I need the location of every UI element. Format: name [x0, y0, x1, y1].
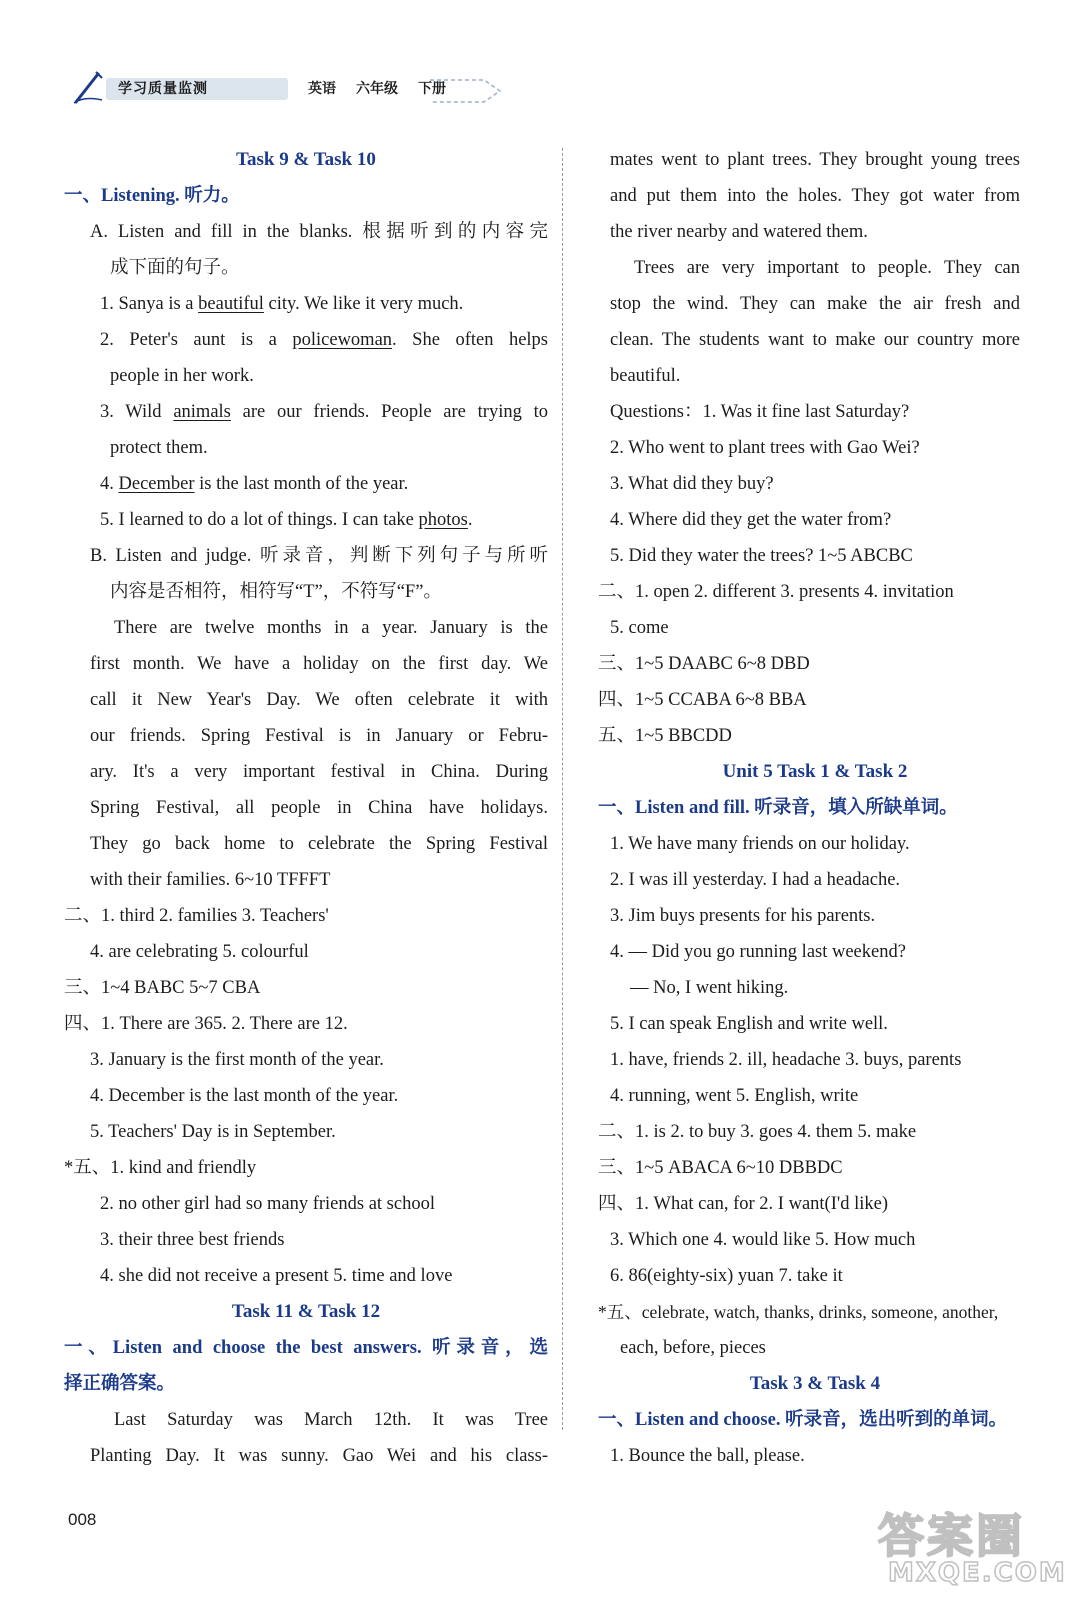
- section-title: 一、Listen and fill. 听录音，填入所缺单词。: [598, 798, 958, 818]
- volume-label: 下册: [418, 81, 446, 97]
- instruction: 内容是否相符，相符写“T”，不符写“F”。: [110, 582, 442, 602]
- passage-line: ary. It's a very important festival in China. During: [90, 762, 548, 782]
- subject-label: 英语: [308, 81, 336, 97]
- instruction: 成下面的句子。: [110, 258, 240, 278]
- answer-line: 6. 86(eighty-six) yuan 7. take it: [610, 1266, 843, 1286]
- passage-line: Last Saturday was March 12th. It was Tree: [114, 1410, 548, 1430]
- passage-line: They go back home to celebrate the Spring Festival: [90, 834, 548, 854]
- answer-line: 5. I can speak English and write well.: [610, 1014, 888, 1034]
- answer-line: 四、1. What can, for 2. I want(I'd like): [598, 1194, 888, 1214]
- passage-line: mates went to plant trees. They brought young trees: [610, 150, 1020, 170]
- blank-answer: photos: [418, 510, 468, 530]
- section-heading: Task 11 & Task 12: [231, 1301, 381, 1322]
- passage-line: with their families. 6~10 TFFFT: [90, 870, 331, 890]
- answer-line: 二、1. open 2. different 3. presents 4. invitation: [598, 582, 954, 602]
- right-column: [598, 142, 1020, 1474]
- answer-line: 2. no other girl had so many friends at school: [100, 1194, 435, 1214]
- question-line: 3. What did they buy?: [610, 474, 774, 494]
- left-column: [64, 142, 548, 1474]
- answer-line: 2. I was ill yesterday. I had a headache.: [610, 870, 901, 890]
- answer-line: *五、1. kind and friendly: [64, 1158, 257, 1178]
- answer-line: 1. Bounce the ball, please.: [610, 1446, 805, 1466]
- answer-line: 1. We have many friends on our holiday.: [610, 834, 910, 854]
- watermark-text: 答案圈: [878, 1509, 1025, 1563]
- answer-line: 2. Peter's aunt is a policewoman. She often helps: [100, 330, 549, 350]
- answer-line: 1. Sanya is a beautiful city. We like it very much.: [100, 294, 464, 314]
- answer-line: 五、1~5 BBCDD: [598, 726, 732, 746]
- passage-line: There are twelve months in a year. January is the: [114, 618, 548, 638]
- instruction: A. Listen and fill in the blanks. 根据听到的内容完: [90, 222, 548, 242]
- answer-line: 三、1~4 BABC 5~7 CBA: [64, 978, 261, 998]
- answer-line: people in her work.: [110, 366, 254, 386]
- section-heading: Unit 5 Task 1 & Task 2: [722, 761, 908, 782]
- answer-line: 3. Jim buys presents for his parents.: [610, 906, 876, 926]
- answer-line: 3. Wild animals are our friends. People are trying to: [100, 402, 548, 422]
- page-header: [72, 68, 512, 108]
- passage-line: our friends. Spring Festival is in January or Febru-: [90, 726, 548, 746]
- passage-line: stop the wind. They can make the air fresh and: [610, 294, 1020, 314]
- series-title: 学习质量监测: [106, 78, 288, 100]
- answer-line: 4. — Did you go running last weekend?: [610, 942, 906, 962]
- answer-line: 三、1~5 DAABC 6~8 DBD: [598, 654, 810, 674]
- page-number: 008: [68, 1510, 97, 1529]
- answer-line: 4. she did not receive a present 5. time and love: [100, 1266, 453, 1286]
- instruction: B. Listen and judge. 听录音，判断下列句子与所听: [90, 546, 548, 566]
- answer-line: each, before, pieces: [620, 1338, 766, 1358]
- answer-line: 5. I learned to do a lot of things. I can take photos.: [100, 510, 473, 530]
- question-line: Questions：1. Was it fine last Saturday?: [610, 402, 910, 422]
- answer-line: 3. January is the first month of the year.: [90, 1050, 384, 1070]
- question-line: 4. Where did they get the water from?: [610, 510, 892, 530]
- blank-answer: policewoman: [292, 330, 393, 350]
- answer-line: 4. December is the last month of the year.: [100, 474, 409, 494]
- blank-answer: December: [118, 474, 195, 494]
- section-title: 一、Listen and choose. 听录音，选出听到的单词。: [598, 1410, 1008, 1430]
- answer-line: 3. their three best friends: [100, 1230, 285, 1250]
- answer-line: 二、1. third 2. families 3. Teachers': [64, 906, 329, 926]
- blank-answer: animals: [173, 402, 231, 422]
- answer-line: 四、1~5 CCABA 6~8 BBA: [598, 690, 807, 710]
- section-heading: Task 3 & Task 4: [749, 1373, 881, 1394]
- arrow-decoration-icon: [428, 74, 508, 108]
- pen-icon: [72, 70, 104, 104]
- answer-line: — No, I went hiking.: [630, 978, 789, 998]
- answer-line: 二、1. is 2. to buy 3. goes 4. them 5. make: [598, 1122, 917, 1142]
- question-line: 5. Did they water the trees? 1~5 ABCBC: [610, 546, 913, 566]
- answer-line: 三、1~5 ABACA 6~10 DBBDC: [598, 1158, 843, 1178]
- section-title: 择正确答案。: [64, 1374, 176, 1394]
- question-line: 2. Who went to plant trees with Gao Wei?: [610, 438, 920, 458]
- column-divider: [562, 148, 563, 1430]
- watermark-logo: [874, 1500, 1070, 1594]
- grade-label: 六年级: [356, 81, 398, 97]
- answer-line: 1. have, friends 2. ill, headache 3. buys, parents: [610, 1050, 962, 1070]
- answer-line: 4. running, went 5. English, write: [610, 1086, 859, 1106]
- passage-line: Spring Festival, all people in China have holidays.: [90, 798, 548, 818]
- passage-line: Trees are very important to people. They can: [634, 258, 1020, 278]
- passage-line: the river nearby and watered them.: [610, 222, 868, 242]
- section-title: 一、Listening. 听力。: [64, 186, 240, 206]
- passage-line: first month. We have a holiday on the first day. We: [90, 654, 548, 674]
- answer-line: protect them.: [110, 438, 208, 458]
- answer-line: 4. are celebrating 5. colourful: [90, 942, 309, 962]
- passage-line: beautiful.: [610, 366, 681, 386]
- answer-line: 5. Teachers' Day is in September.: [90, 1122, 336, 1142]
- answer-line: 5. come: [610, 618, 669, 638]
- passage-line: call it New Year's Day. We often celebrate it with: [90, 690, 548, 710]
- passage-line: clean. The students want to make our country more: [610, 330, 1020, 350]
- section-title: 一、Listen and choose the best answers. 听录音，选: [64, 1338, 548, 1358]
- passage-line: and put them into the holes. They got water from: [610, 186, 1020, 206]
- answer-line: 四、1. There are 365. 2. There are 12.: [64, 1014, 348, 1034]
- section-heading: Task 9 & Task 10: [236, 149, 376, 170]
- answer-line: *五、celebrate, watch, thanks, drinks, someone, another,: [598, 1302, 999, 1322]
- answer-line: 3. Which one 4. would like 5. How much: [610, 1230, 916, 1250]
- passage-line: Planting Day. It was sunny. Gao Wei and his class-: [90, 1446, 548, 1466]
- blank-answer: beautiful: [198, 294, 264, 314]
- watermark-url: MXQE.COM: [888, 1558, 1067, 1588]
- answer-line: 4. December is the last month of the year.: [90, 1086, 399, 1106]
